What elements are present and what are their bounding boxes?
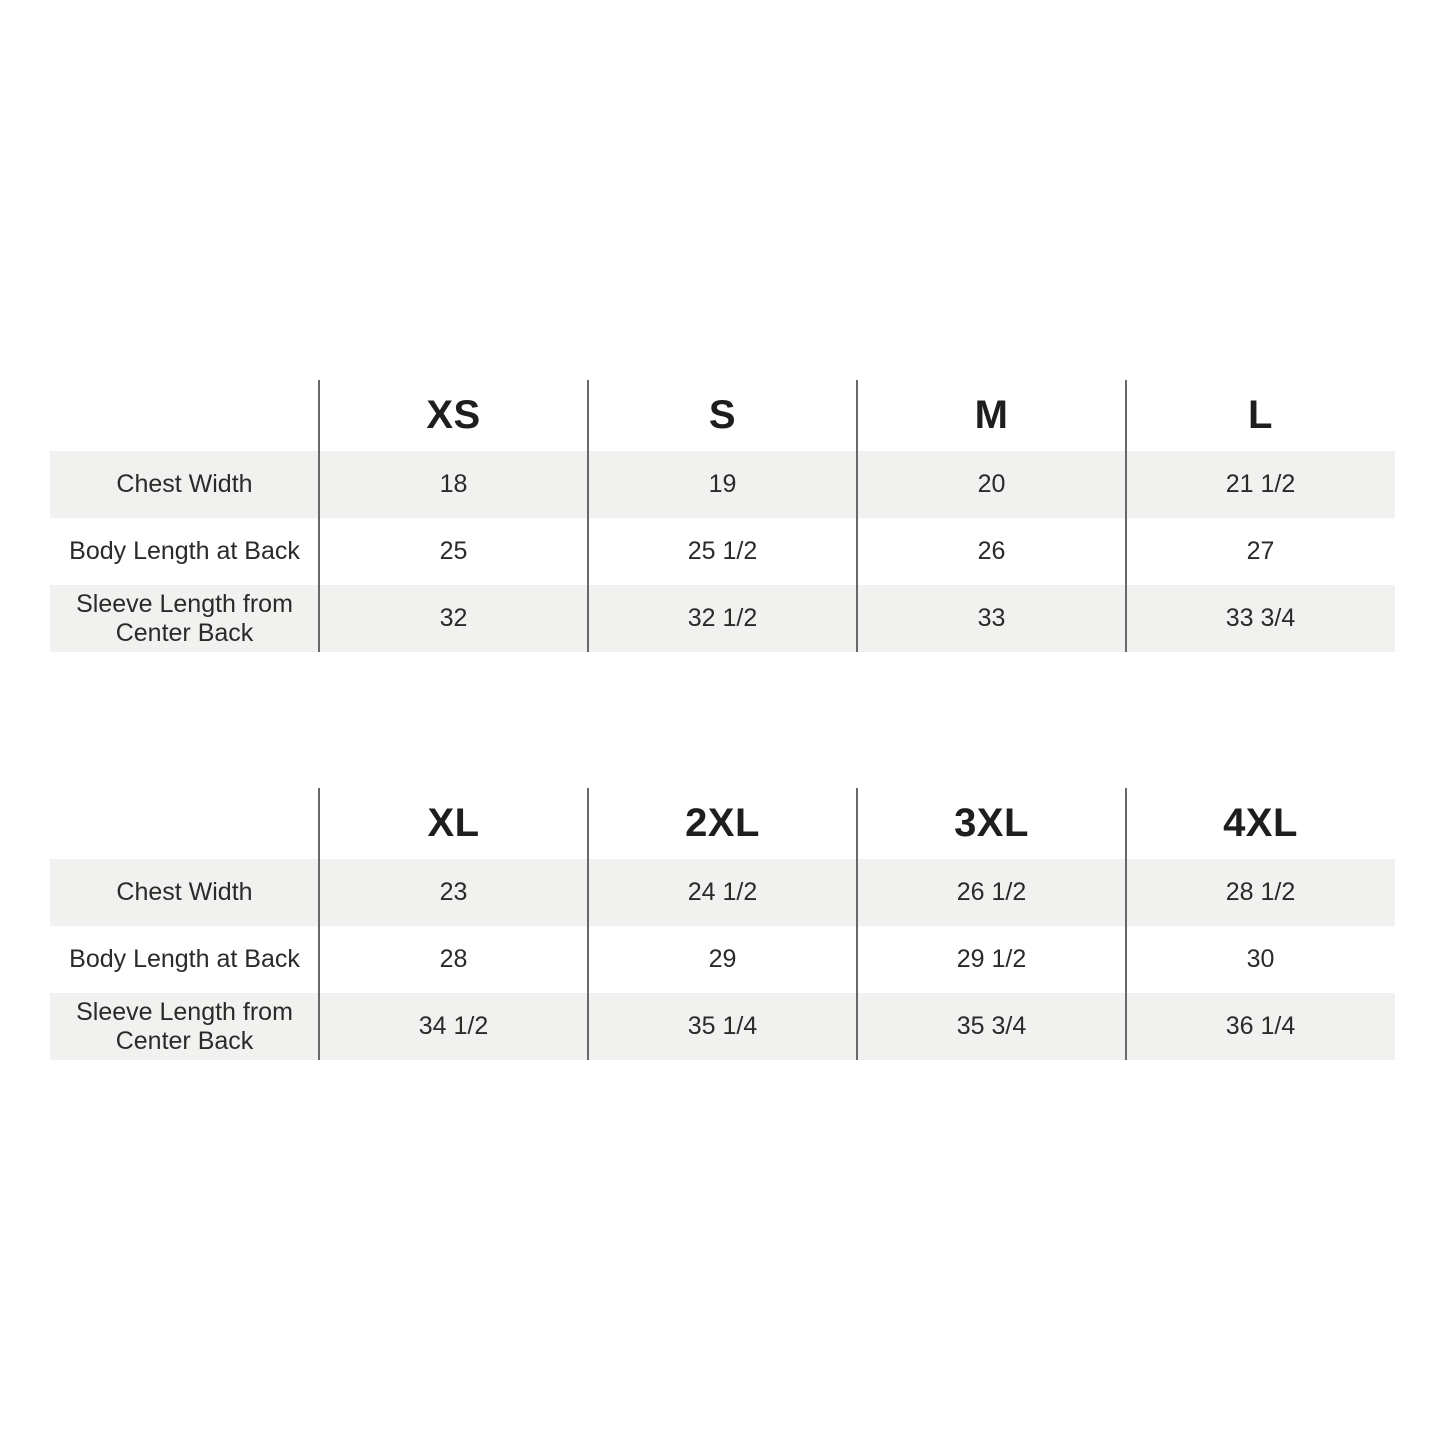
table-row-body-length — [50, 926, 1395, 993]
header-spacer — [50, 788, 319, 859]
size-value: 29 1/2 — [956, 945, 1027, 974]
size-value: 28 — [439, 945, 468, 974]
table-row-chest-width — [50, 859, 1395, 926]
size-value: 30 — [1246, 945, 1275, 974]
size-value: 36 1/4 — [1225, 1012, 1296, 1041]
size-header-row — [50, 380, 1395, 451]
size-header-2xl: 2XL — [685, 801, 760, 845]
table-row-chest-width — [50, 451, 1395, 518]
size-value: 33 — [977, 604, 1006, 633]
column-divider — [318, 380, 320, 652]
size-header-xl: XL — [427, 801, 480, 845]
size-value: 26 1/2 — [956, 878, 1027, 907]
size-value: 34 1/2 — [418, 1012, 489, 1041]
size-value: 27 — [1246, 537, 1275, 566]
size-value: 26 — [977, 537, 1006, 566]
size-value: 18 — [439, 470, 468, 499]
column-divider — [587, 788, 589, 1060]
size-table-xl-4xl — [50, 788, 1395, 1060]
size-header-4xl: 4XL — [1223, 801, 1298, 845]
column-divider — [856, 788, 858, 1060]
table-row-sleeve-length — [50, 993, 1395, 1060]
size-value: 29 — [708, 945, 737, 974]
size-value: 32 — [439, 604, 468, 633]
row-label: Chest Width — [116, 470, 253, 499]
size-value: 25 — [439, 537, 468, 566]
size-value: 28 1/2 — [1225, 878, 1296, 907]
size-header-m: M — [974, 393, 1009, 437]
size-value: 24 1/2 — [687, 878, 758, 907]
column-divider — [856, 380, 858, 652]
size-header-s: S — [708, 393, 737, 437]
row-label: Body Length at Back — [69, 537, 300, 566]
size-value: 19 — [708, 470, 737, 499]
column-divider — [1125, 380, 1127, 652]
size-value: 21 1/2 — [1225, 470, 1296, 499]
column-divider — [587, 380, 589, 652]
size-value: 35 1/4 — [687, 1012, 758, 1041]
row-label: Chest Width — [116, 878, 253, 907]
column-divider — [318, 788, 320, 1060]
table-row-sleeve-length — [50, 585, 1395, 652]
size-header-xs: XS — [426, 393, 481, 437]
size-value: 35 3/4 — [956, 1012, 1027, 1041]
size-value: 23 — [439, 878, 468, 907]
size-value: 33 3/4 — [1225, 604, 1296, 633]
column-divider — [1125, 788, 1127, 1060]
size-table-xs-l — [50, 380, 1395, 652]
row-label: Sleeve Length from Center Back — [76, 997, 293, 1055]
size-header-row — [50, 788, 1395, 859]
row-label: Body Length at Back — [69, 945, 300, 974]
row-label: Sleeve Length from Center Back — [76, 589, 293, 647]
size-value: 20 — [977, 470, 1006, 499]
size-header-l: L — [1248, 393, 1273, 437]
size-value: 32 1/2 — [687, 604, 758, 633]
size-value: 25 1/2 — [687, 537, 758, 566]
header-spacer — [50, 380, 319, 451]
table-row-body-length — [50, 518, 1395, 585]
size-header-3xl: 3XL — [954, 801, 1029, 845]
